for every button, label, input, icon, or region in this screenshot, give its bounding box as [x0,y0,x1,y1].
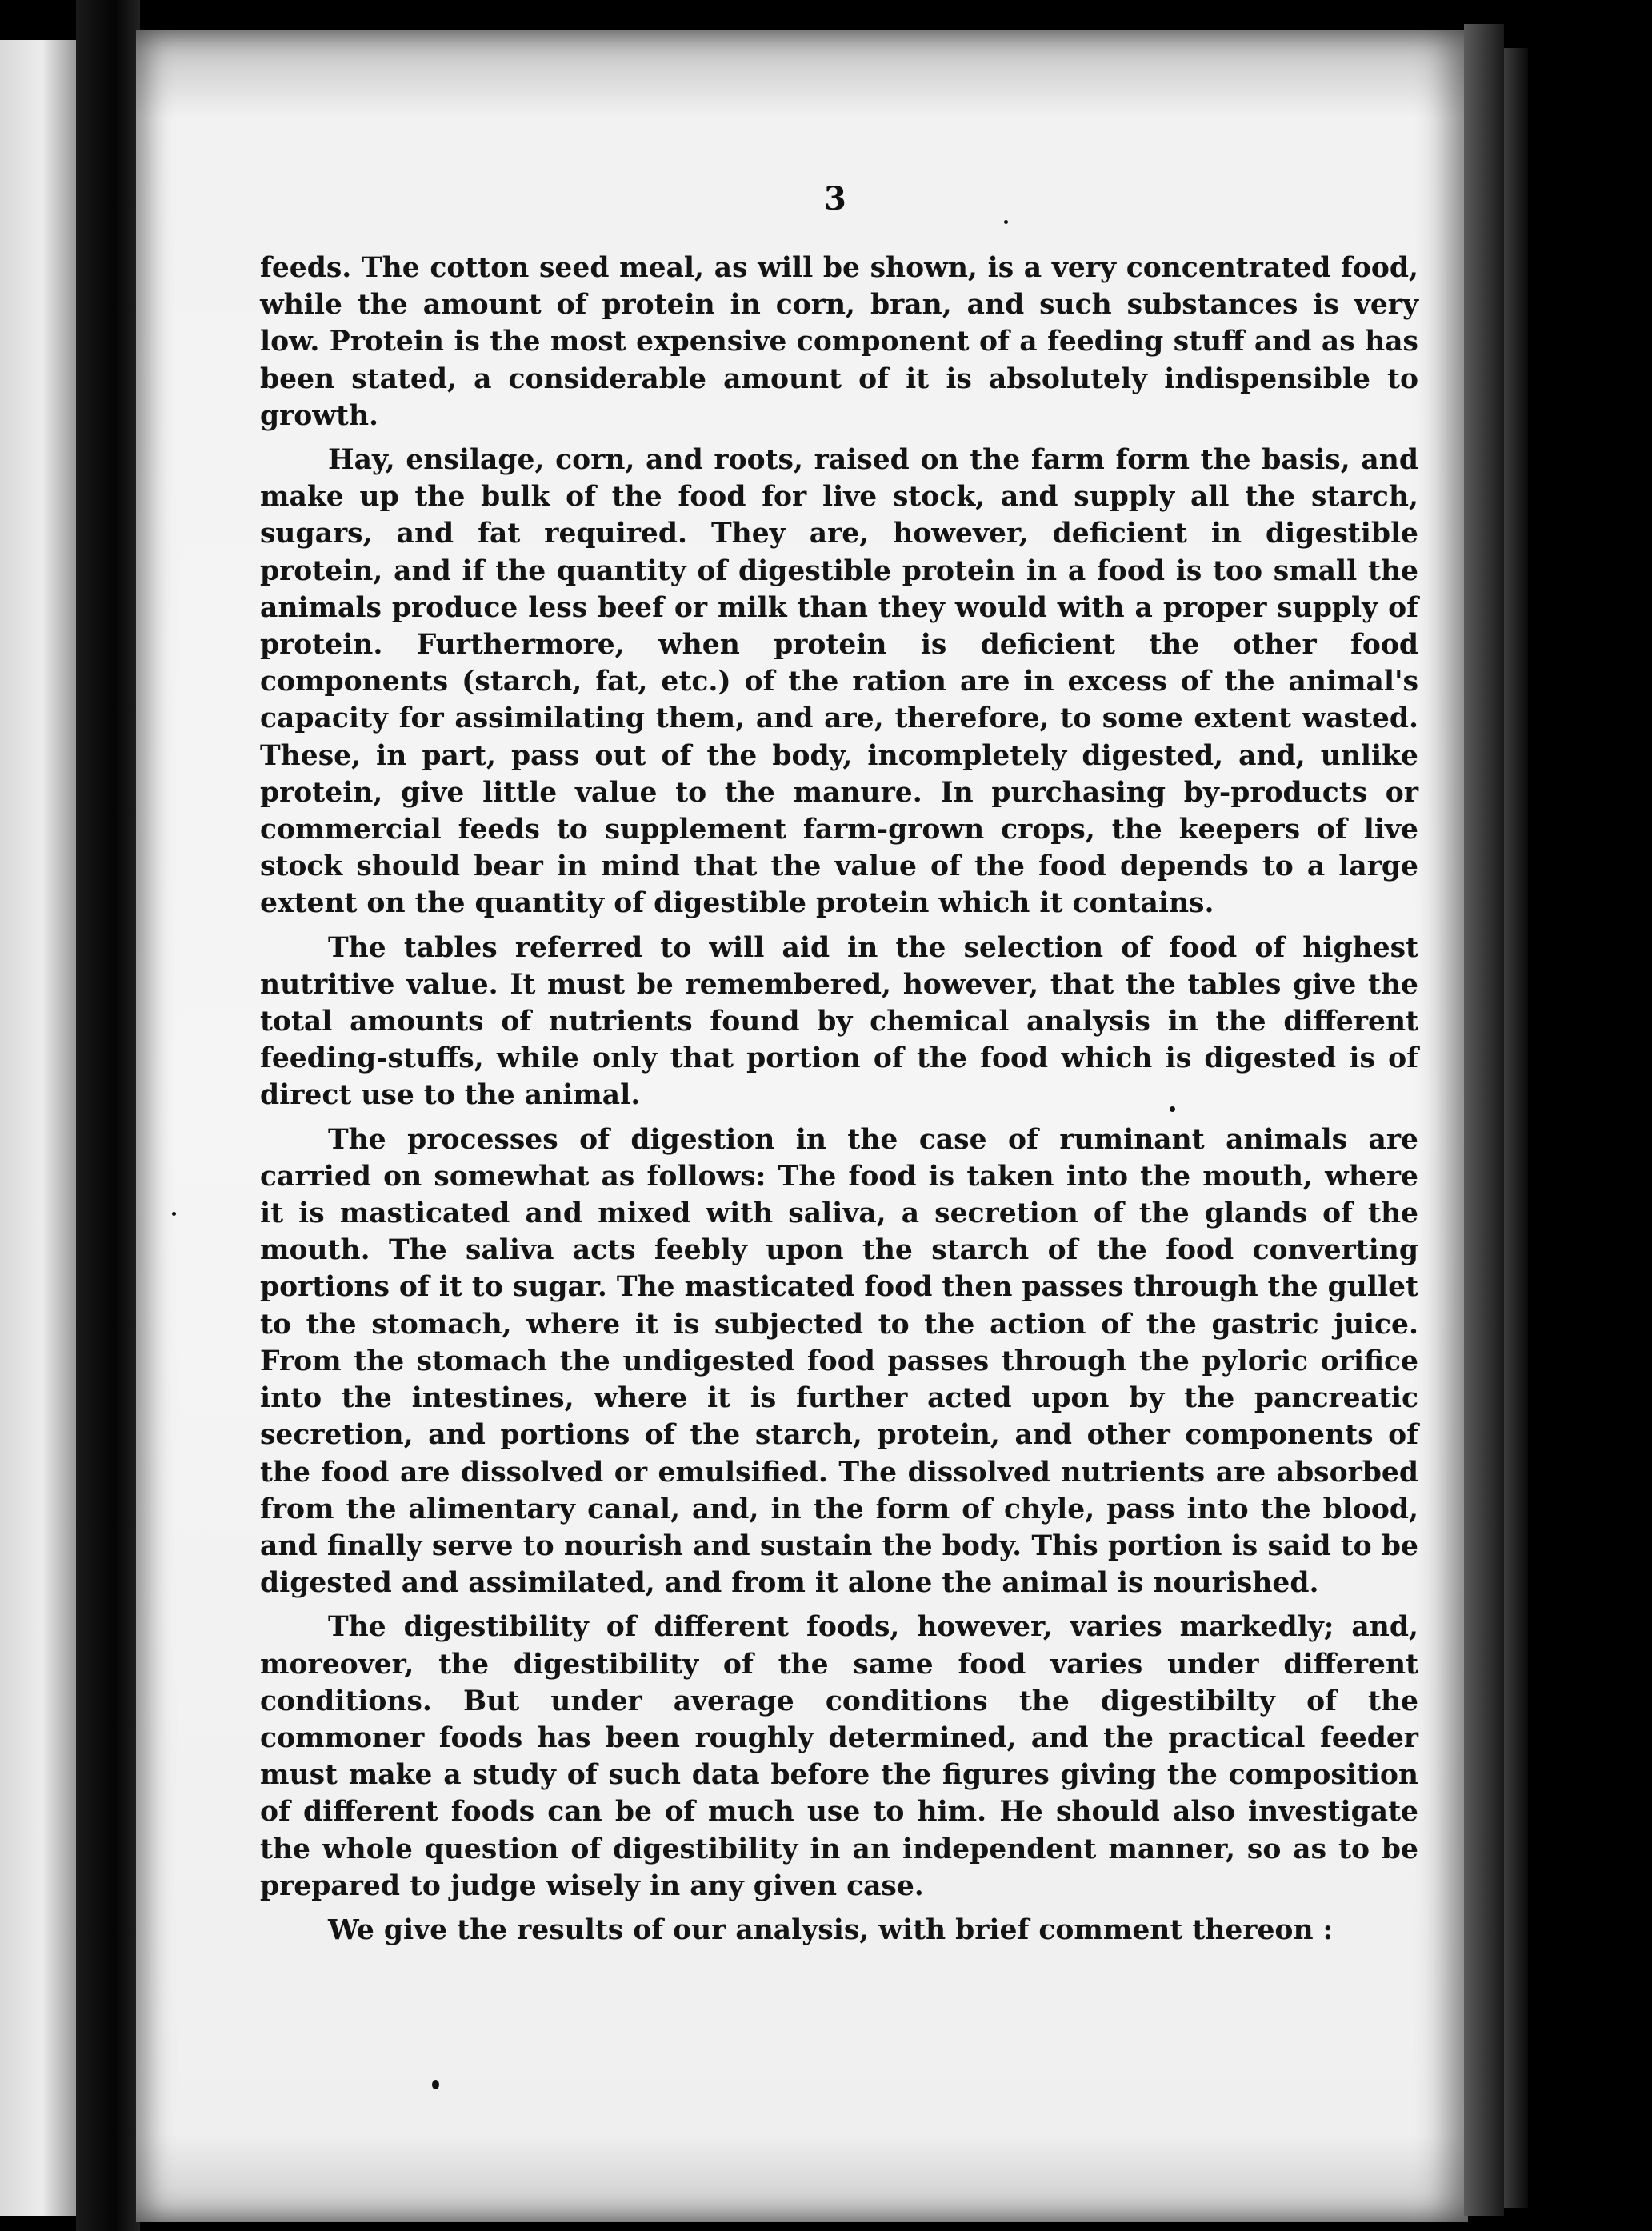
paragraph-3: The tables referred to will aid in the selection of food of highest nutritive value. It must be remembered, however, that the tables give the total amounts of nutrients found by chemical analysis in the different feeding-stuffs, while only that portion of the food which is digested is of direct use to the animal. [260,931,1418,1112]
paragraph-1: feeds. The cotton seed meal, as will be shown, is a very concentrated food, while the amount of protein in corn, bran, and such substances is very low. Protein is the most expensive component of a feeding stuff and as has been stated, a considerable amount of it is absolutely indispensible to growth. [260,252,1418,432]
paragraph-2: Hay, ensilage, corn, and roots, raised on the farm form the basis, and make up the bulk of the food for live stock, and supply all the starch, sugars, and fat required. They are, however, deficient in digestible protein, and if the quantity of digestible protein in a food is too small the animals produce less beef or milk than they would with a proper supply of protein. Furthermore, when protein is deficient the other food components (starch, fat, etc.) of the ration are in excess of the animal's capacity for assimilating them, and are, therefore, to some extent wasted. These, in part, pass out of the body, incompletely digested, and, unlike protein, give little value to the manure. In purchasing by-products or commercial feeds to supplement farm-grown crops, the keepers of live stock should bear in mind that the value of the food depends to a large extent on the quantity of digestible protein which it contains. [260,444,1418,920]
ink-speck [172,1212,176,1216]
ink-speck [1170,1106,1175,1112]
page-number: 3 [824,180,846,218]
facing-page-edge [0,40,76,2216]
paragraph-4: The processes of digestion in the case of ruminant animals are carried on somewhat as follows: The food is taken into the mouth, where it is masticated and mixed with saliva, a secretion of the glands of the mouth. The saliva acts feebly upon the starch of the food converting portions of it to sugar. The masticated food then passes through the gullet to the stomach, where it is subjected to the action of the gastric juice. From the stomach the undigested food passes through the pyloric orifice into the intestines, where it is further acted upon by the pancreatic secretion, and portions of the starch, protein, and other components of the food are dissolved or emulsified. The dissolved nutrients are absorbed from the alimentary canal, and, in the form of chyle, pass into the blood, and finally serve to nourish and sustain the body. This portion is said to be digested and assimilated, and from it alone the animal is nourished. [260,1123,1418,1600]
paragraph-6: We give the results of our analysis, with brief comment thereon : [328,1913,1334,1946]
page-edge-shadow [1464,24,1504,2216]
body-text [260,250,1418,1956]
ink-speck [1004,220,1008,224]
paragraph-5: The digestibility of different foods, however, varies markedly; and, moreover, the digestibility of the same food varies under different conditions. But under average conditions the digestibilty of the commoner foods has been roughly determined, and the practical feeder must make a study of such data before the figures giving the composition of different foods can be of much use to him. He should also investigate the whole question of digestibility in an independent manner, so as to be prepared to judge wisely in any given case. [260,1611,1418,1902]
book-gutter [76,0,140,2231]
book-cover-edge [1504,48,1528,2208]
ink-speck [432,2080,439,2089]
